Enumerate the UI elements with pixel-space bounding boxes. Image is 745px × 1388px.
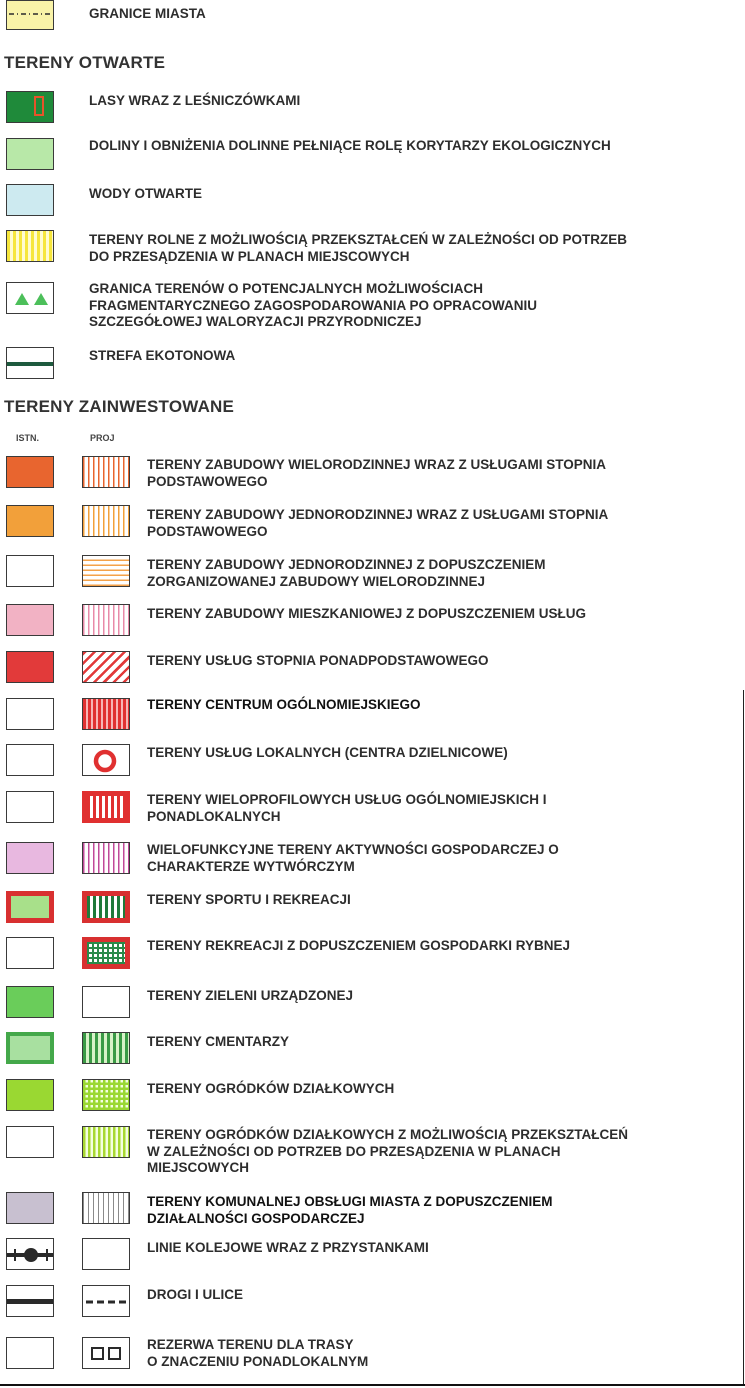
swatch-communal-planned xyxy=(82,1192,130,1224)
ecotone-line-icon xyxy=(7,348,54,379)
label-line: TERENY ZABUDOWY JEDNORODZINNEJ Z DOPUSZCZENIEM xyxy=(147,557,546,572)
label-line: DZIAŁALNOŚCI GOSPODARCZEJ xyxy=(147,1210,365,1226)
swatch-roads-existing xyxy=(6,1285,54,1317)
legend-label-singlefamily xyxy=(147,507,737,540)
road-dashed-line-icon xyxy=(83,1286,130,1317)
label-line: ZORGANIZOWANEJ ZABUDOWY WIELORODZINNEJ xyxy=(147,573,486,589)
label-line: TERENY ROLNE Z MOŻLIWOŚCIĄ PRZEKSZTAŁCEŃ W ZALEŻNOŚCI OD POTRZEB xyxy=(89,232,627,247)
swatch-fragmentary xyxy=(6,282,54,314)
swatch-allotments-planned xyxy=(82,1079,130,1111)
legend-label-recreation-fish: TERENY REKREACJI Z DOPUSZCZENIEM GOSPODARKI RYBNEJ xyxy=(147,938,571,953)
legend-label-sport: TERENY SPORTU I REKREACJI xyxy=(147,892,351,907)
swatch-residential-services-planned xyxy=(82,604,130,636)
frame-bottom-edge xyxy=(0,1384,745,1386)
ring-icon xyxy=(83,745,130,776)
legend-label-valleys: DOLINY I OBNIŻENIA DOLINNE PEŁNIĄCE ROLĘ KORYTARZY EKOLOGICZNYCH xyxy=(89,138,611,153)
swatch-recreation-fish-planned xyxy=(82,937,130,969)
label-line: CHARAKTERZE WYTWÓRCZYM xyxy=(147,858,355,874)
railway-station-icon xyxy=(7,1239,54,1270)
label-line: DO PRZESĄDZENIA W PLANACH MIEJSCOWYCH xyxy=(89,248,410,264)
legend-label-residential-services: TERENY ZABUDOWY MIESZKANIOWEJ Z DOPUSZCZENIEM USŁUG xyxy=(147,606,587,621)
legend-label-singlefamily-mixed xyxy=(147,557,737,590)
legend-label-multi-services xyxy=(147,792,737,825)
swatch-sport-existing xyxy=(6,891,54,923)
swatch-allotments-change-planned xyxy=(82,1126,130,1158)
swatch-singlefamily-mixed-planned xyxy=(82,555,130,587)
label-line: REZERWA TERENU DLA TRASY xyxy=(147,1337,354,1352)
swatch-city-border xyxy=(6,0,54,30)
forester-lodge-icon xyxy=(7,92,54,123)
legend-label-city-centre: TERENY CENTRUM OGÓLNOMIEJSKIEGO xyxy=(147,697,421,712)
column-header-planned: PROJ xyxy=(90,433,115,443)
swatch-reserve-existing xyxy=(6,1337,54,1369)
legend-label-multifamily xyxy=(147,457,737,490)
swatch-railways-existing xyxy=(6,1238,54,1270)
legend-label-services-higher: TERENY USŁUG STOPNIA PONADPODSTAWOWEGO xyxy=(147,653,489,668)
legend-label-reserve xyxy=(147,1337,737,1370)
legend-label-ecotone: STREFA EKOTONOWA xyxy=(89,348,236,363)
swatch-water xyxy=(6,184,54,216)
double-square-icon xyxy=(83,1338,130,1369)
column-header-existing: ISTN. xyxy=(16,433,40,443)
swatch-sport-planned xyxy=(82,891,130,923)
legend-label-economic xyxy=(147,842,737,875)
label-line: PONADLOKALNYCH xyxy=(147,808,281,824)
label-line: O ZNACZENIU PONADLOKALNYM xyxy=(147,1353,369,1369)
swatch-services-higher-existing xyxy=(6,651,54,683)
label-line: GRANICA TERENÓW O POTENCJALNYCH MOŻLIWOŚCIACH xyxy=(89,281,483,296)
swatch-local-services-existing xyxy=(6,744,54,776)
legend-label-fragmentary xyxy=(89,281,739,331)
label-line: PODSTAWOWEGO xyxy=(147,473,268,489)
legend-label-forest: LASY WRAZ Z LEŚNICZÓWKAMI xyxy=(89,93,301,108)
legend-label-local-services: TERENY USŁUG LOKALNYCH (CENTRA DZIELNICOWE) xyxy=(147,745,508,760)
swatch-allotments-existing xyxy=(6,1079,54,1111)
swatch-agri xyxy=(6,230,54,262)
swatch-cemetery-existing xyxy=(6,1032,54,1064)
label-line: W ZALEŻNOŚCI OD POTRZEB DO PRZESĄDZENIA W PLANACH xyxy=(147,1143,561,1159)
label-line: FRAGMENTARYCZNEGO ZAGOSPODAROWANIA PO OPRACOWANIU xyxy=(89,297,537,313)
label-line: TERENY ZABUDOWY JEDNORODZINNEJ WRAZ Z USŁUGAMI STOPNIA xyxy=(147,507,609,522)
swatch-multi-services-existing xyxy=(6,791,54,823)
label-line: TERENY WIELOPROFILOWYCH USŁUG OGÓLNOMIEJSKICH I xyxy=(147,792,547,807)
swatch-ecotone xyxy=(6,347,54,379)
swatch-city-centre-planned xyxy=(82,698,130,730)
swatch-communal-existing xyxy=(6,1192,54,1224)
swatch-singlefamily-planned xyxy=(82,505,130,537)
legend-label-agri xyxy=(89,232,739,265)
label-line: MIEJSCOWYCH xyxy=(147,1160,250,1175)
label-line: PODSTAWOWEGO xyxy=(147,523,268,539)
swatch-multi-services-planned xyxy=(82,791,130,823)
swatch-local-services-planned xyxy=(82,744,130,776)
swatch-green-urban-planned xyxy=(82,986,130,1018)
swatch-railways-planned xyxy=(82,1238,130,1270)
triangle-boundary-icon xyxy=(7,283,54,314)
swatch-allotments-change-existing xyxy=(6,1126,54,1158)
legend-label-cemetery: TERENY CMENTARZY xyxy=(147,1034,290,1049)
label-line: TERENY ZABUDOWY WIELORODZINNEJ WRAZ Z USŁUGAMI STOPNIA xyxy=(147,457,607,472)
swatch-roads-planned xyxy=(82,1285,130,1317)
swatch-cemetery-planned xyxy=(82,1032,130,1064)
swatch-singlefamily-existing xyxy=(6,505,54,537)
label-line: TERENY KOMUNALNEJ OBSŁUGI MIASTA Z DOPUSZCZENIEM xyxy=(147,1194,553,1209)
frame-right-edge xyxy=(743,690,744,1384)
label-line: TERENY OGRÓDKÓW DZIAŁKOWYCH Z MOŻLIWOŚCIĄ PRZEKSZTAŁCEŃ xyxy=(147,1127,628,1142)
swatch-singlefamily-mixed-existing xyxy=(6,555,54,587)
legend-label-water: WODY OTWARTE xyxy=(89,186,202,201)
swatch-multifamily-planned xyxy=(82,456,130,488)
swatch-residential-services-existing xyxy=(6,604,54,636)
swatch-valleys xyxy=(6,138,54,170)
city-border-line-icon xyxy=(7,1,54,30)
swatch-economic-planned xyxy=(82,842,130,874)
heading-invested-areas: TERENY ZAINWESTOWANE xyxy=(4,397,235,416)
legend-label-allotments-change xyxy=(147,1127,737,1177)
legend-label-communal xyxy=(147,1194,737,1227)
swatch-reserve-planned xyxy=(82,1337,130,1369)
swatch-green-urban-existing xyxy=(6,986,54,1018)
legend-label-green-urban: TERENY ZIELENI URZĄDZONEJ xyxy=(147,988,354,1003)
swatch-recreation-fish-existing xyxy=(6,937,54,969)
label-line: SZCZEGÓŁOWEJ WALORYZACJI PRZYRODNICZEJ xyxy=(89,314,422,329)
legend-label-city-border: GRANICE MIASTA xyxy=(89,6,206,21)
swatch-economic-existing xyxy=(6,842,54,874)
swatch-forest xyxy=(6,91,54,123)
swatch-multifamily-existing xyxy=(6,456,54,488)
legend-label-railways: LINIE KOLEJOWE WRAZ Z PRZYSTANKAMI xyxy=(147,1240,429,1255)
swatch-city-centre-existing xyxy=(6,698,54,730)
swatch-services-higher-planned xyxy=(82,651,130,683)
legend-label-allotments: TERENY OGRÓDKÓW DZIAŁKOWYCH xyxy=(147,1081,395,1096)
label-line: WIELOFUNKCYJNE TERENY AKTYWNOŚCI GOSPODARCZEJ O xyxy=(147,842,559,857)
road-solid-line-icon xyxy=(7,1286,54,1317)
legend-label-roads: DROGI I ULICE xyxy=(147,1287,244,1302)
heading-open-areas: TERENY OTWARTE xyxy=(4,53,166,72)
